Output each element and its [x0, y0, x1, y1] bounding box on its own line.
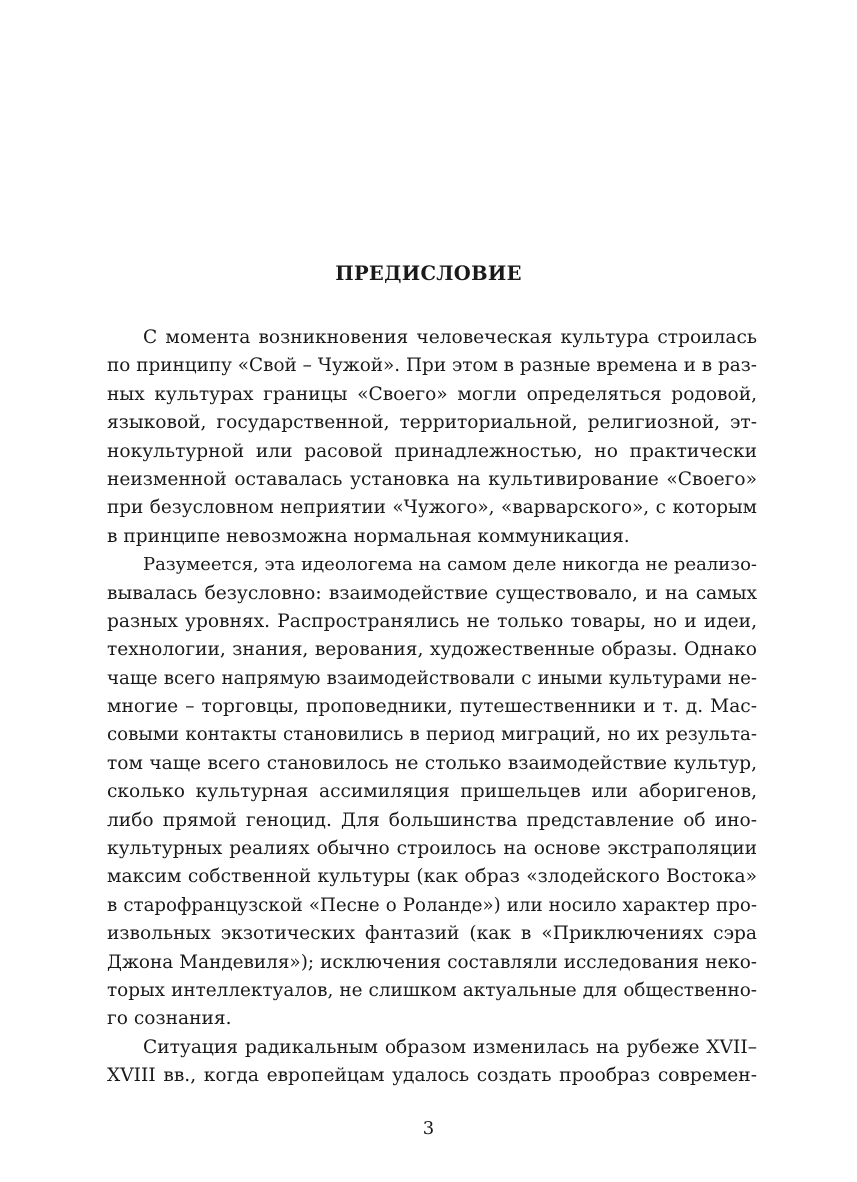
text-line: максим собственной культуры (как образ «злодейского Востока» [107, 866, 757, 888]
paragraph-1 [107, 324, 757, 551]
text-line: том чаще всего становилось не столько взаимодействие культур, [107, 752, 757, 774]
text-line: в старофранцузской «Песне о Роланде») или носило характер про- [107, 894, 757, 916]
text-line: в принципе невозможна нормальная коммуникация. [107, 525, 630, 547]
text-line: неизменной оставалась установка на культивирование «Своего» [107, 468, 757, 490]
text-line: извольных экзотических фантазий (как в «Приключениях сэра [107, 923, 757, 945]
body-text [107, 324, 757, 1091]
text-line: ных культурах границы «Своего» могли определяться родовой, [107, 383, 757, 405]
text-line: го сознания. [107, 1008, 232, 1030]
page-number: 3 [422, 1118, 435, 1139]
page-title: ПРЕДИСЛОВИЕ [335, 262, 522, 285]
text-line: Разумеется, эта идеологема на самом деле никогда не реализо- [143, 554, 757, 576]
text-line: либо прямой геноцид. Для большинства представление об ино- [107, 809, 757, 831]
text-line: С момента возникновения человеческая культура строилась [143, 327, 757, 348]
text-line: Джона Мандевиля»); исключения составляли исследования неко- [107, 951, 757, 973]
text-line: XVIII вв., когда европейцам удалось создать прообраз современ- [107, 1065, 757, 1087]
text-line: сколько культурная ассимиляция пришельцев или аборигенов, [107, 781, 757, 803]
text-line: многие – торговцы, проповедники, путешественники и т. д. Мас- [107, 696, 757, 718]
text-line: по принципу «Свой – Чужой». При этом в разные времена и в раз- [107, 355, 757, 377]
text-line: языковой, государственной, территориальной, религиозной, эт- [107, 412, 757, 434]
text-line: разных уровнях. Распространялись не только товары, но и идеи, [107, 610, 757, 632]
text-line: технологии, знания, верования, художественные образы. Однако [107, 639, 757, 661]
text-line: нокультурной или расовой принадлежностью, но практически [107, 440, 757, 462]
text-line: совыми контакты становились в период миграций, но их результа- [107, 724, 757, 746]
text-line: вывалась безусловно: взаимодействие существовало, и на самых [107, 582, 757, 604]
paragraph-3 [107, 1034, 757, 1091]
text-line: торых интеллектуалов, не слишком актуальные для общественно- [107, 979, 757, 1001]
text-line: при безусловном неприятии «Чужого», «варварского», с которым [107, 497, 757, 519]
paragraph-2 [107, 551, 757, 1034]
text-line: чаще всего напрямую взаимодействовали с иными культурами не- [107, 667, 757, 689]
text-line: культурных реалиях обычно строилось на основе экстраполяции [107, 838, 757, 860]
text-line: Ситуация радикальным образом изменилась на рубеже XVII– [143, 1036, 757, 1058]
